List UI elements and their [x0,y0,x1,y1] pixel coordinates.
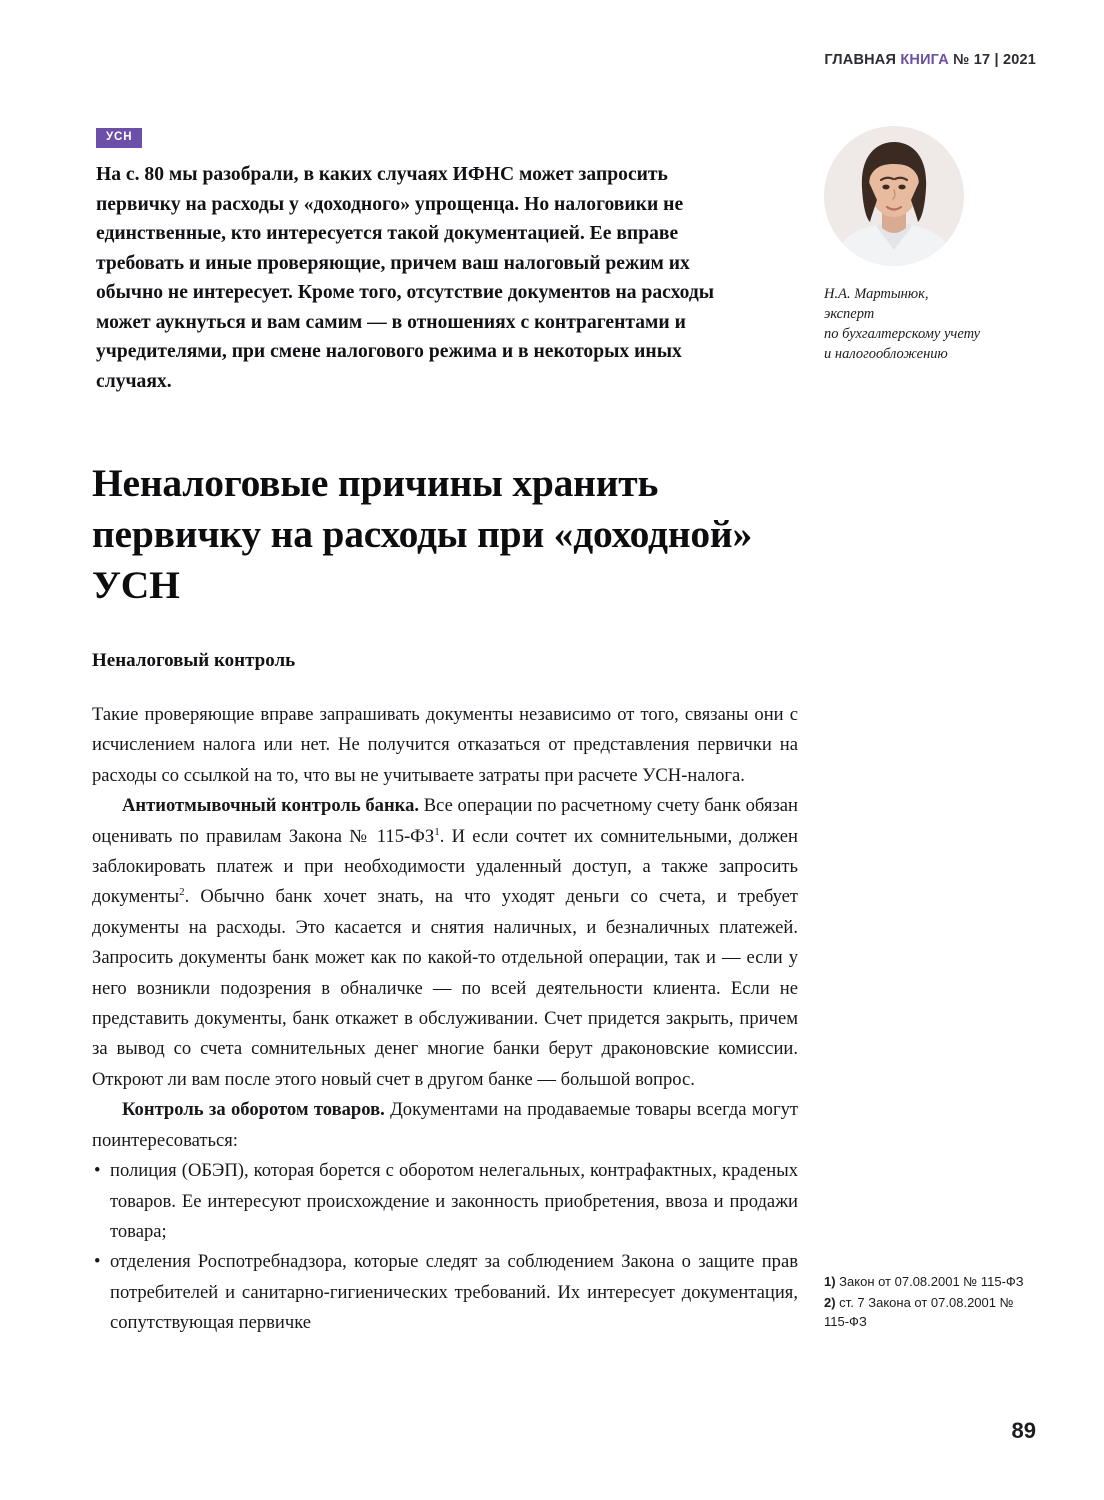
paragraph-2-lead: Антиотмывочный контроль банка. [122,795,420,817]
author-photo [824,126,964,266]
footnote-2 [824,1293,1039,1331]
article-body [92,700,798,1339]
paragraph-1: Такие проверяющие вправе запрашивать документы независимо от того, связаны они с исчислением налога или нет. Не получится отказаться от представления первички на расходы со ссылкой на то, что вы не учитываете затраты при расчете УСН-налога. [92,704,798,786]
paragraph-3-lead: Контроль за оборотом товаров. [122,1099,385,1121]
portrait-illustration [824,126,964,266]
paragraph-3-rest: Документами на продаваемые товары всегда могут поинтересоваться: [92,1099,798,1151]
author-role-3: и налогообложению [824,346,948,362]
footnote-2-marker: 2) [824,1295,836,1310]
paragraph-2-a: Все операции по расчетному счету банк обязан оценивать по правилам Закона № 115-ФЗ [92,795,798,847]
footnote-1-text: Закон от 07.08.2001 № 115-ФЗ [835,1274,1024,1289]
header-main: ГЛАВНАЯ [824,52,901,68]
author-role-2: по бухгалтерскому учету [824,326,981,342]
paragraph-2-b: . И если сочтет их сомнительными, должен заблокировать платеж и при необходимости удаленный доступ, а также запросить документы [92,825,798,908]
footnote-ref-1: 1 [434,825,440,838]
category-tag: УСН [96,128,142,148]
list-item: • полиция (ОБЭП), которая борется с оборотом нелегальных, контрафактных, краденых товаров. Ее интересуют происхождение и законность приобретения, ввоза и продажи товара; [92,1156,798,1247]
section-subhead: Неналоговый контроль [92,650,296,671]
footnote-ref-2: 2 [179,886,185,899]
lead-paragraph: На с. 80 мы разобрали, в каких случаях ИФНС может запросить первичку на расходы у «доходного» упрощенца. Но налоговики не единственные, кто интересуется такой документацией. Ее вправе требовать и иные проверяющие, причем ваш налоговый режим их обычно не интересует. Кроме того, отсутствие документов на расходы может аукнуться и вам самим — в отношениях с контрагентами и учредителями, при смене налогового режима и в некоторых иных случаях. [96,164,715,392]
footnotes [824,1272,1039,1333]
footnote-2-text: ст. 7 Закона от 07.08.2001 № 115-ФЗ [824,1295,1014,1329]
header-issue: № 17 | 2021 [948,52,1036,68]
author-role-1: эксперт [824,306,875,322]
header-accent: КНИГА [900,52,949,68]
author-credits [824,284,1039,364]
footnote-1-marker: 1) [824,1274,836,1289]
paragraph-3 [92,1095,798,1156]
paragraph-2 [92,791,798,1095]
list-item: • отделения Роспотребнадзора, которые следят за соблюдением Закона о защите прав потребителей и санитарно-гигиенических требований. Их интересует документация, сопутствующая первичке [92,1247,798,1338]
page-title: Неналоговые причины хранить первичку на расходы при «доходной» УСН [92,461,753,608]
paragraph-2-c: . Обычно банк хочет знать, на что уходят деньги со счета, и требует документы на расходы. Это касается и снятия наличных, и безналичных платежей. Запросить документы банк может как по какой-то отдельной операции, так и — если у него возникли подозрения в обналичке — по всей деятельности клиента. Если не представить документы, банк откажет в обслуживании. Счет придется закрыть, причем за вывод со счета сомнительных денег многие банки берут драконовские комиссии. Откроют ли вам после этого новый счет в другом банке — большой вопрос. [92,886,798,1090]
author-name: Н.А. Мартынюк, [824,286,929,302]
page-header [824,52,1036,68]
footnote-1 [824,1272,1039,1291]
page-number: 89 [1011,1418,1036,1443]
